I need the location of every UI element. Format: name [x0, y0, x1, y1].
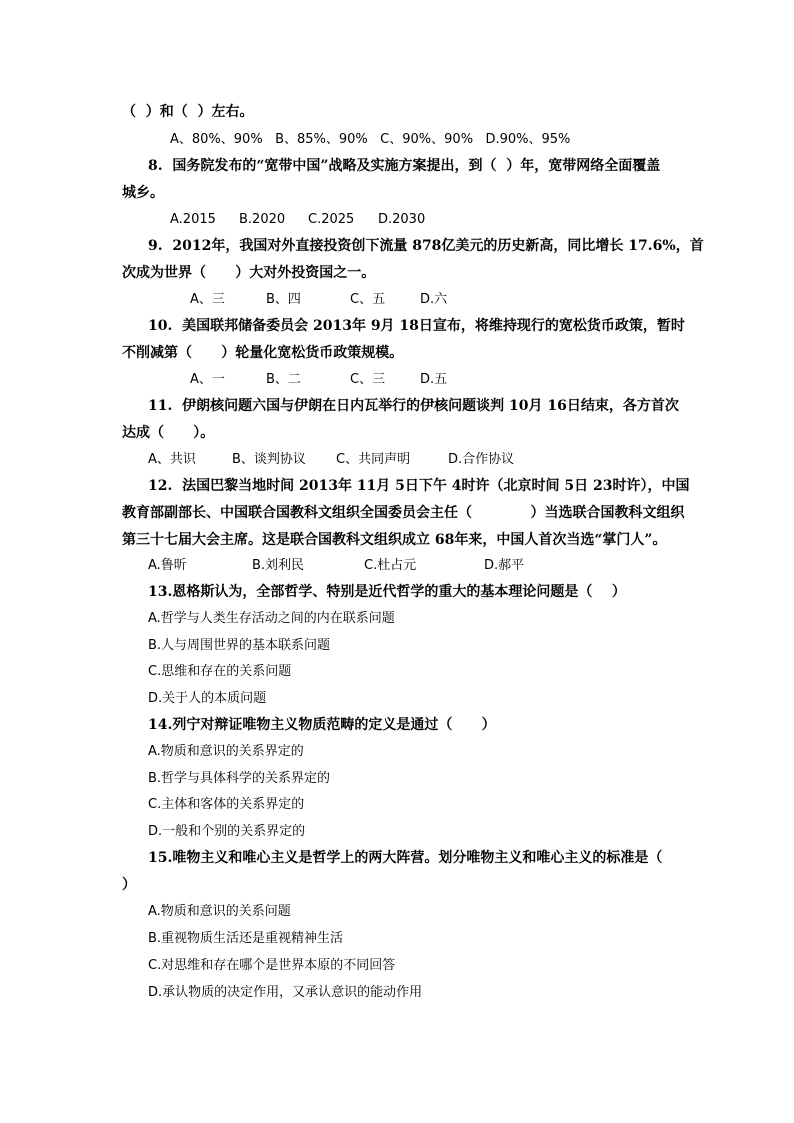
q11-option-a: A、共识: [148, 452, 196, 467]
q15-option-b: B.重视物质生活还是重视精神生活: [148, 931, 344, 946]
q14-option-c: C.主体和客体的关系界定的: [148, 797, 305, 812]
q12-stem-line2: 教育部副部长、中国联合国教科文组织全国委员会主任（ ）当选联合国教科文组织: [122, 505, 685, 521]
q10-option-a: A、一: [190, 372, 225, 387]
q15-stem-line1: 15.唯物主义和唯心主义是哲学上的两大阵营。划分唯物主义和唯心主义的标准是（: [148, 850, 663, 866]
q13-option-d: D.关于人的本质问题: [148, 691, 267, 706]
q10-option-b: B、二: [266, 372, 301, 387]
q12-stem-line1: 12. 法国巴黎当地时间 2013年 11月 5日下午 4时许（北京时间 5日 23时许），中国: [148, 478, 690, 494]
q15-stem-line2: ）: [122, 877, 136, 893]
q8-stem-line2: 城乡。: [122, 185, 164, 201]
q9-option-b: B、四: [266, 292, 301, 307]
q12-option-a: A.鲁昕: [148, 558, 187, 573]
q13-option-a: A.哲学与人类生存活动之间的内在联系问题: [148, 611, 395, 626]
q9-stem-line2: 次成为世界（ ）大对外投资国之一。: [122, 265, 376, 281]
q10-option-c: C、三: [350, 372, 386, 387]
q14-option-d: D.一般和个别的关系界定的: [148, 824, 306, 839]
q10-stem-line1: 10. 美国联邦储备委员会 2013年 9月 18日宣布，将维持现行的宽松货币政策，暂时: [148, 318, 685, 334]
q15-option-d: D.承认物质的决定作用，又承认意识的能动作用: [148, 985, 423, 1000]
q9-stem-line1: 9. 2012年，我国对外直接投资创下流量 878亿美元的历史新高，同比增长 17.6%，首: [148, 238, 704, 254]
q11-option-c: C、共同声明: [336, 452, 411, 467]
q13-option-c: C.思维和存在的关系问题: [148, 664, 292, 679]
q10-stem-line2: 不削减第（ ）轮量化宽松货币政策规模。: [122, 345, 404, 361]
q12-option-c: C.杜占元: [364, 558, 417, 573]
q14-option-b: B.哲学与具体科学的关系界定的: [148, 771, 331, 786]
q11-stem-line2: 达成（ ）。: [122, 425, 215, 441]
q11-option-d: D.合作协议: [448, 452, 515, 467]
q11-option-b: B、谈判协议: [232, 452, 306, 467]
q10-option-d: D.五: [420, 372, 448, 387]
q8-option-c: C.2025: [308, 212, 355, 227]
q9-option-c: C、五: [350, 292, 386, 307]
q7-options: A、80%、90% B、85%、90% C、90%、90% D.90%、95%: [170, 132, 571, 147]
q13-option-b: B.人与周围世界的基本联系问题: [148, 638, 331, 653]
q11-stem-line1: 11. 伊朗核问题六国与伊朗在日内瓦举行的伊核问题谈判 10月 16日结束，各方首次: [148, 398, 679, 414]
q15-option-a: A.物质和意识的关系问题: [148, 904, 291, 919]
q12-option-d: D.郝平: [484, 558, 525, 573]
q14-option-a: A.物质和意识的关系界定的: [148, 744, 304, 759]
q15-option-c: C.对思维和存在哪个是世界本原的不同回答: [148, 958, 396, 973]
q9-option-d: D.六: [420, 292, 448, 307]
q8-option-d: D.2030: [378, 212, 426, 227]
q14-stem: 14.列宁对辩证唯物主义物质范畴的定义是通过（ ）: [148, 717, 496, 733]
q8-stem-line1: 8. 国务院发布的“宽带中国”战略及实施方案提出，到（ ）年，宽带网络全面覆盖: [148, 158, 661, 174]
q12-option-b: B.刘利民: [252, 558, 305, 573]
q9-option-a: A、三: [190, 292, 225, 307]
q7-stem-tail: （ ）和（ ）左右。: [122, 104, 254, 120]
q8-option-a: A.2015: [170, 212, 216, 227]
q8-option-b: B.2020: [239, 212, 286, 227]
q12-stem-line3: 第三十七届大会主席。这是联合国教科文组织成立 68年来，中国人首次当选“掌门人”。: [122, 532, 667, 548]
q13-stem: 13.恩格斯认为，全部哲学、特别是近代哲学的重大的基本理论问题是（ ）: [148, 584, 626, 600]
